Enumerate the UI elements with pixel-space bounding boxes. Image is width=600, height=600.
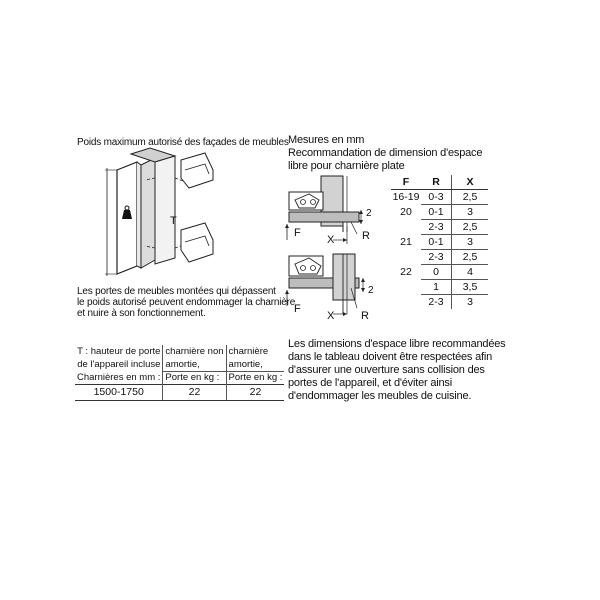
- hinge-size-header: Charnières en mm :: [75, 372, 163, 385]
- door-weight-illustration: [105, 148, 230, 283]
- cell-r: 0-1: [421, 205, 452, 220]
- height-dimension-label: T: [170, 215, 177, 227]
- table-row: [75, 358, 284, 372]
- height-header-2: de l'appareil incluse: [75, 358, 163, 372]
- table-row: [391, 235, 488, 250]
- weight-warning-line-2: le poids autorisé peuvent endommager la charnière: [77, 297, 296, 308]
- diagram-bottom-label-r: R: [361, 310, 369, 322]
- cell-r: 1: [421, 280, 452, 295]
- cell-r: 0-3: [428, 191, 444, 203]
- damped-header: charnière: [228, 346, 269, 357]
- table-header-row: [391, 175, 488, 190]
- diagram-bottom-label-x: X: [327, 310, 335, 322]
- non-damped-weight-cell: 22: [163, 385, 226, 401]
- damped-header-2: amortie,: [228, 359, 263, 370]
- cell-r: 0: [421, 265, 452, 280]
- cell-x: 3: [452, 295, 489, 310]
- clearance-note-line-4: portes de l'appareil, et d'éviter ainsi: [288, 377, 452, 389]
- cell-f: [391, 280, 421, 295]
- clearance-title-line-1: Recommandation de dimension d'espace: [288, 147, 483, 159]
- cell-f: [391, 220, 421, 235]
- table-row: [391, 220, 488, 235]
- cell-r: 2-3: [421, 220, 452, 235]
- measurements-title: Mesures en mm: [288, 134, 365, 146]
- cell-f: 20: [400, 206, 412, 218]
- cell-r: 0-1: [421, 235, 452, 250]
- table-row: [391, 280, 488, 295]
- height-header: T : hauteur de porte: [75, 345, 163, 358]
- cell-x: 3,5: [452, 280, 489, 295]
- table-row: [391, 190, 488, 205]
- clearance-title-line-2: libre pour charnière plate: [288, 160, 405, 172]
- diagram-bottom-label-f: F: [294, 303, 301, 315]
- table-row: [391, 295, 488, 310]
- header-f: F: [391, 175, 421, 190]
- cell-r: 2-3: [421, 295, 452, 310]
- diagram-top-label-x: X: [327, 234, 335, 246]
- non-damped-header-2: amortie,: [163, 358, 226, 372]
- cell-x: 2,5: [452, 220, 489, 235]
- cell-f: 21: [400, 236, 412, 248]
- weight-section-title: Poids maximum autorisé des façades de meubles: [77, 137, 289, 148]
- cell-f: 22: [400, 266, 412, 278]
- clearance-note-line-3: d'assurer une ouverture sans collision des: [288, 364, 485, 376]
- cell-f: 16-19: [392, 191, 420, 204]
- table-row: [391, 250, 488, 265]
- damped-weight-cell: 22: [226, 385, 284, 401]
- table-row: [75, 345, 284, 358]
- cell-r: 2-3: [421, 250, 452, 265]
- clearance-note-line-1: Les dimensions d'espace libre recommandées: [288, 338, 506, 350]
- table-row: [75, 385, 284, 401]
- height-range-cell: 1500-1750: [75, 385, 163, 401]
- diagram-top-label-gap: 2: [366, 208, 372, 219]
- damped-unit: Porte en kg :: [226, 372, 284, 385]
- cell-x: 3: [452, 205, 489, 220]
- weight-warning-line-1: Les portes de meubles montées qui dépassent: [77, 286, 276, 297]
- clearance-note-line-2: dans le tableau doivent être respectées afin: [288, 351, 493, 363]
- cell-x: 2,5: [452, 250, 489, 265]
- cell-x: 4: [452, 265, 489, 280]
- table-row: [391, 205, 488, 220]
- header-r: R: [421, 175, 452, 190]
- non-damped-unit: Porte en kg :: [163, 372, 226, 385]
- cell-x: 2,5: [452, 190, 489, 205]
- diagram-top-label-f: F: [294, 227, 301, 239]
- cell-f: [391, 250, 421, 265]
- door-weight-table: [75, 345, 284, 401]
- table-row: [391, 265, 488, 280]
- non-damped-header: charnière non: [163, 345, 226, 358]
- cell-f: [391, 295, 421, 310]
- weight-warning-line-3: et nuire à son fonctionnement.: [77, 308, 206, 319]
- clearance-note-line-5: d'endommager les meubles de cuisine.: [288, 390, 472, 402]
- table-row: [75, 372, 284, 385]
- diagram-bottom-label-gap: 2: [368, 285, 374, 296]
- clearance-table: [391, 175, 488, 309]
- diagram-top-label-r: R: [362, 230, 370, 242]
- header-x: X: [452, 175, 489, 190]
- cell-x: 3: [452, 235, 489, 250]
